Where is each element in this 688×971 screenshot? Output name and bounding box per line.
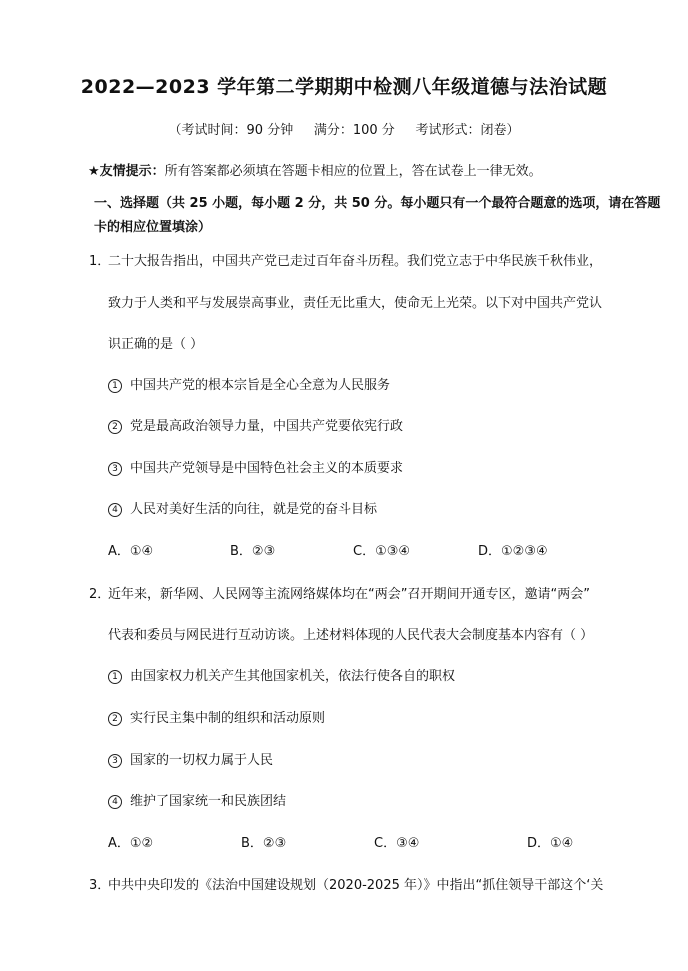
circled-number-icon: 4 (108, 795, 122, 809)
question-text-line: 中共中央印发的《法治中国建设规划（2020-2025 年）》中指出“抓住领导干部这个‘关 (108, 878, 604, 893)
statement-item (108, 415, 403, 434)
friendly-notice (88, 160, 542, 179)
notice-text: 所有答案都必须填在答题卡相应的位置上，答在试卷上一律无效。 (164, 164, 542, 179)
statement-text: 人民对美好生活的向往，就是党的奋斗目标 (130, 502, 378, 517)
statement-item (108, 749, 273, 768)
question-text-line: 识正确的是（ ） (108, 337, 204, 352)
circled-number-icon: 3 (108, 462, 122, 476)
statement-text: 中国共产党的根本宗旨是全心全意为人民服务 (130, 378, 391, 393)
statement-text: 由国家权力机关产生其他国家机关，依法行使各自的职权 (130, 669, 456, 684)
answer-choice-b: B．②③ (241, 836, 287, 851)
question-text-line: 代表和委员与网民进行互动访谈。上述材料体现的人民代表大会制度基本内容有（ ） (108, 628, 594, 643)
circled-number-icon: 2 (108, 712, 122, 726)
statement-item (108, 707, 325, 726)
answer-choice-b: B．②③ (230, 544, 276, 559)
circled-number-icon: 1 (108, 670, 122, 684)
statement-text: 实行民主集中制的组织和活动原则 (130, 711, 326, 726)
statement-item (108, 498, 377, 517)
statement-text: 国家的一切权力属于人民 (130, 753, 274, 768)
notice-label: ★友情提示： (88, 164, 165, 179)
answer-choice-a: A．①④ (108, 544, 154, 559)
question-text-line: 二十大报告指出，中国共产党已走过百年奋斗历程。我们党立志于中华民族千秋伟业， (108, 254, 603, 269)
answer-choice-c: C．①③④ (353, 544, 411, 559)
question-text-line: 近年来，新华网、人民网等主流网络媒体均在“两会”召开期间开通专区，邀请“两会” (108, 587, 590, 602)
answer-choice-d: D．①④ (527, 836, 574, 851)
statement-item (108, 790, 286, 809)
statement-item (108, 665, 455, 684)
circled-number-icon: 4 (108, 503, 122, 517)
statement-item (108, 457, 403, 476)
statement-item (108, 374, 390, 393)
answer-choice-a: A．①② (108, 836, 154, 851)
circled-number-icon: 2 (108, 420, 122, 434)
question-number: 2． (89, 587, 111, 602)
statement-text: 中国共产党领导是中国特色社会主义的本质要求 (130, 461, 404, 476)
statement-text: 党是最高政治领导力量，中国共产党要依宪行政 (130, 419, 404, 434)
exam-subtitle: （考试时间：90 分钟 满分：100 分 考试形式：闭卷） (168, 123, 520, 138)
exam-title: 2022—2023 学年第二学期期中检测八年级道德与法治试题 (80, 76, 608, 98)
statement-text: 维护了国家统一和民族团结 (130, 794, 287, 809)
section-heading: 一、选择题（共 25 小题，每小题 2 分，共 50 分。每小题只有一个最符合题意的选项，请在答题卡的相应位置填涂） (94, 196, 661, 235)
answer-choice-d: D．①②③④ (478, 544, 548, 559)
circled-number-icon: 1 (108, 379, 122, 393)
question-number: 3． (89, 878, 111, 893)
circled-number-icon: 3 (108, 754, 122, 768)
answer-choice-c: C．③④ (374, 836, 420, 851)
question-number: 1． (89, 254, 111, 269)
question-text-line: 致力于人类和平与发展崇高事业，责任无比重大，使命无上光荣。以下对中国共产党认 (108, 296, 603, 311)
